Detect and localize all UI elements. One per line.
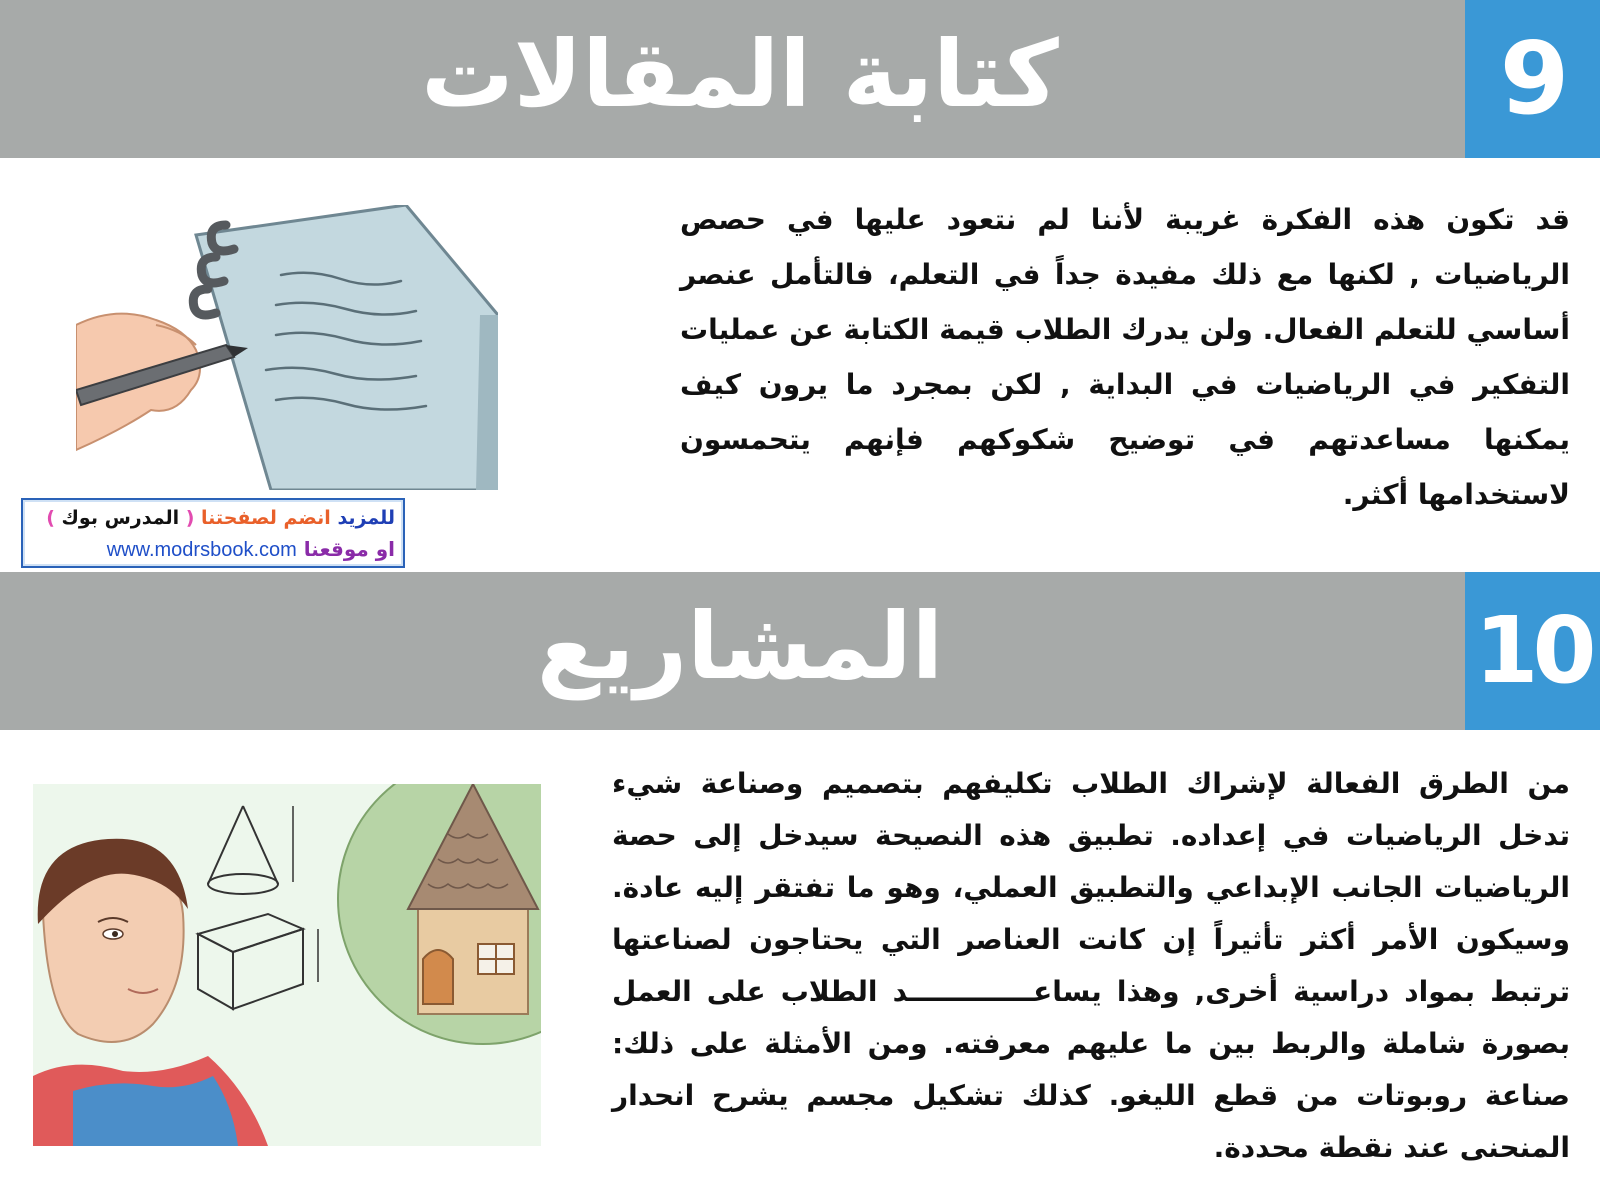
writing-notebook-illustration	[76, 205, 498, 490]
banner-line-2: او موقعنا www.modrsbook.com	[106, 537, 395, 561]
section-10-title: المشاريع	[536, 593, 944, 700]
section-9-title: كتابة المقالات	[421, 21, 1059, 128]
section-10-header	[0, 572, 1600, 730]
geometry-student-illustration	[33, 784, 541, 1146]
banner-line-1: للمزيد انضم لصفحتنا ( المدرس بوك )	[46, 507, 395, 529]
section-9-paragraph: قد تكون هذه الفكرة غريبة لأننا لم نتعود عليها في حصص الرياضيات , لكنها مع ذلك مفيدة جداً في التعلم، فالتأمل عنصر أساسي للتعلم الفعال. ولن يدرك الطلاب قيمة الكتابة عن عمليات التفكير في الرياضيات في البداية , لكن بمجرد ما يرون كيف يمكنها مساعدتهم في توضيح شكوكهم فإنهم يتحمسون لاستخدامها أكثر.	[680, 203, 1570, 511]
section-10-number: 10	[1465, 572, 1600, 730]
site-url-link[interactable]: www.modrsbook.com	[106, 539, 297, 561]
site-banner[interactable]	[21, 498, 405, 568]
section-9-header	[0, 0, 1600, 158]
section-9-number: 9	[1465, 0, 1600, 158]
section-10-paragraph: من الطرق الفعالة لإشراك الطلاب تكليفهم بتصميم وصناعة شيء تدخل الرياضيات في إعداده. تطبيق هذه النصيحة سيدخل إلى حصة الرياضيات الجانب الإبداعي والتطبيق العملي، وهو ما تفتقر إليه عادة. وسيكون الأمر أكثر تأثيراً إن كانت العناصر التي يحتاجون لصناعتها ترتبط بمواد دراسية أخرى, وهذا يساعـــــــــــــد الطلاب على العمل بصورة شاملة والربط بين ما عليهم معرفته. ومن الأمثلة على ذلك: صناعة روبوتات من قطع الليغو. كذلك تشكيل مجسم يشرح انحدار المنحنى عند نقطة محددة.	[612, 767, 1570, 1164]
